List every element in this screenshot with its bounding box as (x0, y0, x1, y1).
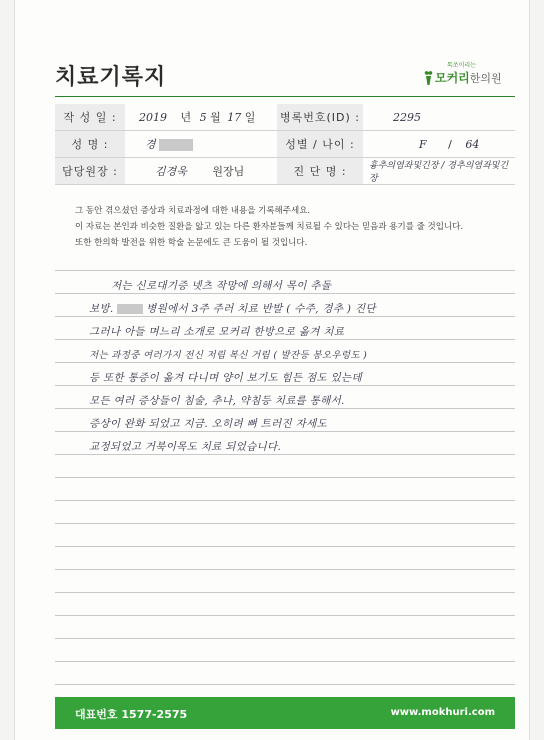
ruled-line (55, 615, 515, 616)
handwritten-line-2b: 병원에서 3주 주러 치료 반발 ( 수주, 경추 ) 진단 (146, 303, 376, 315)
logo-suffix: 한의원 (469, 72, 502, 85)
notes-area (55, 270, 515, 695)
page-title: 치료기록지 (55, 65, 167, 90)
ruled-line (55, 638, 515, 639)
info-row-name (55, 131, 515, 158)
handwritten-line-2 (89, 301, 376, 316)
radish-leaf-icon (423, 70, 434, 86)
ruled-line (55, 385, 515, 386)
date-year-unit: 년 (180, 111, 192, 124)
record-no-value: 2295 (393, 110, 421, 124)
date-field (125, 104, 277, 131)
ruled-line (55, 569, 515, 570)
instructions-text (75, 203, 515, 251)
handwritten-line-4: 저는 과정중 여러가지 전신 저림 복신 거림 ( 발잔등 봉오우렁도 ) (89, 350, 368, 361)
record-no-field (363, 104, 515, 131)
diagnosis-value: 흉추의염좌및긴장 / 경추의염좌및긴장 (369, 161, 509, 184)
sex-age-label: 성별 / 나이 : (277, 131, 363, 158)
date-day: 17 (227, 111, 242, 124)
name-field (125, 131, 277, 158)
date-month-unit: 월 (210, 111, 221, 124)
date-month: 5 (199, 111, 207, 124)
doctor-name: 김경욱 (155, 165, 187, 178)
ruled-line (55, 454, 515, 455)
patient-info-table (55, 104, 515, 185)
ruled-line (55, 546, 515, 547)
ruled-line (55, 293, 515, 294)
ruled-line (55, 661, 515, 662)
footer-bar (55, 697, 515, 729)
ruled-line (55, 500, 515, 501)
diagnosis-label: 진 단 명 : (277, 158, 363, 185)
ruled-line (55, 523, 515, 524)
footer-phone-number: 1577-2575 (121, 708, 188, 721)
logo-name (435, 69, 502, 86)
doctor-label: 담당원장 : (55, 158, 125, 185)
handwritten-line-5: 등 또한 통증이 옮겨 다니며 양이 보기도 힘든 점도 있는데 (89, 372, 362, 384)
name-label: 성 명 : (55, 131, 125, 158)
redacted-hospital-block (117, 304, 143, 314)
info-row-date (55, 104, 515, 131)
ruled-line (55, 408, 515, 409)
ruled-line (55, 431, 515, 432)
handwritten-line-8: 교정되었고 거북이목도 치료 되었습니다. (89, 441, 282, 453)
logo-brand: 모커리 (435, 71, 470, 85)
ruled-line (55, 592, 515, 593)
clinic-logo (423, 60, 513, 90)
doctor-suffix: 원장님 (212, 165, 245, 178)
date-year: 2019 (139, 111, 167, 124)
instructions-line-3: 또한 한의학 발전을 위한 학술 논문에도 큰 도움이 될 것입니다. (75, 238, 308, 248)
ruled-line (55, 684, 515, 685)
name-value: 경 (145, 138, 156, 151)
ruled-line (55, 339, 515, 340)
info-row-doctor (55, 158, 515, 185)
footer-phone-label: 대표번호 (75, 708, 118, 721)
handwritten-line-2a: 보방. (89, 303, 114, 315)
sex-value: F (419, 137, 427, 151)
doctor-field (125, 158, 277, 185)
sex-age-field (363, 131, 515, 158)
date-label: 작 성 일 : (55, 104, 125, 131)
handwritten-line-6: 모든 여러 증상들이 침술, 추나, 약침등 치료를 통해서. (89, 395, 345, 407)
treatment-record-sheet (14, 0, 530, 740)
header-rule (55, 96, 515, 97)
handwritten-line-7: 증상이 완화 되었고 지금. 오히려 뼈 트러진 자세도 (89, 418, 327, 430)
date-day-unit: 일 (244, 111, 256, 124)
instructions-line-2: 이 자료는 본인과 비슷한 질환을 앓고 있는 다른 환자분들께 치료될 수 있다는 믿음과 용기를 줄 것입니다. (75, 222, 464, 232)
diagnosis-field (363, 158, 515, 185)
record-no-label: 병록번호(ID) : (277, 104, 363, 131)
ruled-line (55, 362, 515, 363)
footer-website: www.mokhuri.com (390, 707, 495, 718)
ruled-line (55, 477, 515, 478)
ruled-line (55, 270, 515, 271)
logo-tagline: 톡쏘이리는 (447, 62, 476, 69)
handwritten-line-1: 저는 신로대기증 넷츠 작망에 의해서 목이 추돌 (111, 280, 332, 292)
sex-age-separator: / (448, 137, 452, 151)
footer-phone (75, 706, 187, 722)
redacted-name-block (159, 139, 193, 151)
age-value: 64 (465, 137, 480, 151)
ruled-line (55, 316, 515, 317)
instructions-line-1: 그 동안 겪으셨던 증상과 치료과정에 대한 내용을 기록해주세요. (75, 206, 311, 216)
handwritten-line-3: 그러나 아들 며느리 소개로 모커리 한방으로 옮겨 치료 (89, 326, 345, 338)
